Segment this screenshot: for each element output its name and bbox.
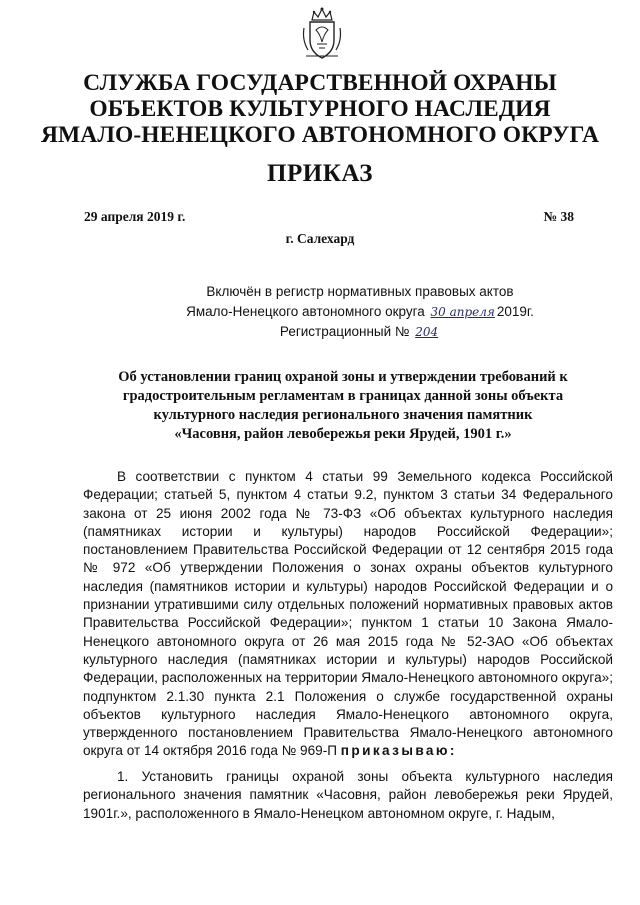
order-number: № 38 bbox=[543, 209, 574, 224]
handwritten-registration-date: 30 апреля bbox=[430, 305, 495, 319]
registration-line-2-prefix: Ямало-Ненецкого автономного округа bbox=[186, 304, 425, 319]
order-keyword: приказываю: bbox=[340, 743, 457, 759]
body-paragraph-1 bbox=[83, 468, 613, 761]
registration-line-2-suffix: 2019г. bbox=[496, 304, 534, 319]
agency-name-line-2: ОБЪЕКТОВ КУЛЬТУРНОГО НАСЛЕДИЯ bbox=[89, 96, 551, 122]
agency-name-line-1: СЛУЖБА ГОСУДАРСТВЕННОЙ ОХРАНЫ bbox=[83, 70, 557, 96]
body-paragraph-2 bbox=[83, 768, 613, 823]
order-title-line-4: «Часовня, район левобережья реки Ярудей, 1901 г.» bbox=[174, 426, 512, 442]
document-type-heading: ПРИКАЗ bbox=[267, 160, 373, 187]
registration-line-3-prefix: Регистрационный № bbox=[279, 324, 410, 339]
order-title-line-2: градостроительным регламентам в границах данной зоны объекта bbox=[122, 388, 564, 404]
handwritten-registration-number: 204 bbox=[415, 325, 439, 339]
registration-line-2 bbox=[0, 302, 640, 322]
registration-line-1: Включён в регистр нормативных правовых актов bbox=[206, 284, 514, 299]
order-title-line-1: Об установлении границ охраной зоны и утверждении требований к bbox=[118, 369, 568, 385]
registration-line-3 bbox=[0, 322, 640, 342]
agency-name-line-3: ЯМАЛО-НЕНЕЦКОГО АВТОНОМНОГО ОКРУГА bbox=[40, 122, 600, 148]
body-paragraph-2-text: 1. Установить границы охраной зоны объекта культурного наследия регионального значения памятник «Часовня, район левобережья реки Ярудей, 1901г.», расположенного в Ямало-Ненецком автономном округе, г. Надым, bbox=[83, 769, 613, 821]
order-title-line-3: культурного наследия регионального значения памятник bbox=[153, 407, 533, 423]
coat-of-arms-icon bbox=[300, 6, 344, 62]
order-city: г. Салехард bbox=[285, 231, 355, 246]
order-date: 29 апреля 2019 г. bbox=[84, 209, 186, 224]
body-paragraph-1-text: В соответствии с пунктом 4 статьи 99 Земельного кодекса Российской Федерации; статьей 5, пунктом 4 статьи 9.2, пунктом 3 статьи 34 Федерального закона от 25 июня 2002 года № 73-ФЗ «Об объектах культурного наследия (памятниках истории и культуры) народов Российской Федерации»; постановлением Правительства Российской Федерации от 12 сентября 2015 года № 972 «Об утверждении Положения о зонах охраны объектов культурного наследия (памятников истории и культуры) народов Российской Федерации и о признании утратившими силу отдельных положений нормативных правовых актов Правительства Российской Федерации»; пунктом 1 статьи 10 Закона Ямало-Ненецкого автономного округа от 26 мая 2015 года № 52-ЗАО «Об объектах культурного наследия (памятниках истории и культуры) народов Российской Федерации, расположенных на территории Ямало-Ненецкого автономного округа»; подпунктом 2.1.30 пункта 2.1 Положения о службе государственной охраны объектов культурного наследия Ямало-Ненецкого автономного округа, утвержденного постановлением Правительства Ямало-Ненецкого автономного округа от 14 октября 2016 года № 969-П bbox=[83, 469, 613, 759]
